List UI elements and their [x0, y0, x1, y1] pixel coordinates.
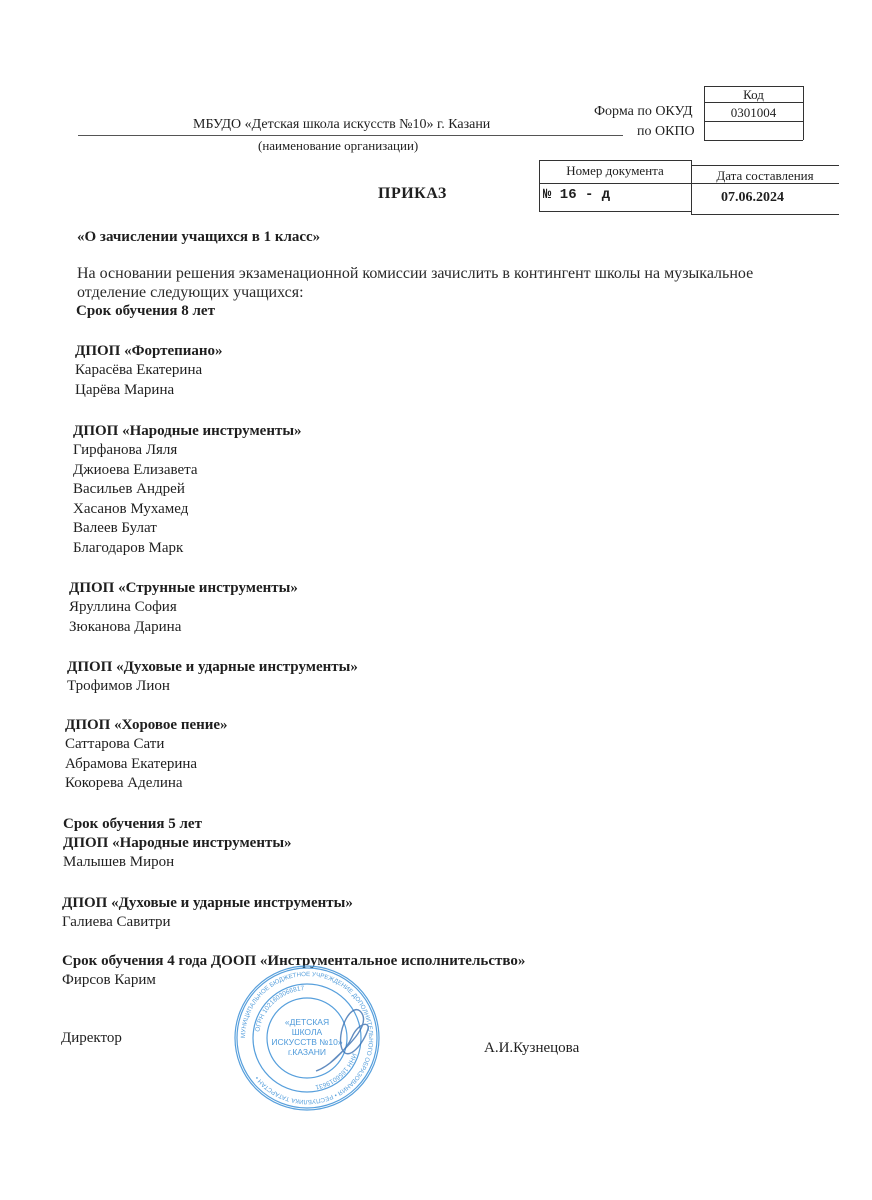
- student-name: Саттарова Сати: [65, 736, 165, 752]
- student-name: Яруллина София: [69, 599, 177, 615]
- order-subject: «О зачислении учащихся в 1 класс»: [77, 229, 321, 245]
- student-name: Джиоева Елизавета: [73, 461, 198, 478]
- official-stamp: [232, 963, 382, 1113]
- group-title: ДПОП «Фортепиано»: [75, 343, 223, 359]
- signature-position: Директор: [61, 1030, 122, 1046]
- term-8-heading: Срок обучения 8 лет: [76, 303, 215, 319]
- kod-header: Код: [743, 87, 764, 102]
- stamp-center-line-1: «ДЕТСКАЯ: [284, 1017, 330, 1027]
- student-name: Благодаров Марк: [73, 539, 184, 556]
- okpo-label: по ОКПО: [637, 124, 695, 139]
- group-wind-percussion: [67, 658, 867, 697]
- group-title: ДПОП «Народные инструменты»: [73, 423, 302, 439]
- okud-label: Форма по ОКУД: [594, 104, 693, 119]
- student-name: Царёва Марина: [75, 381, 175, 398]
- intro-line-1: На основании решения экзаменационной комиссии зачислить в контингент школы на музыкальное: [77, 265, 754, 282]
- stamp-inn: ИНН 1656019631: [314, 1052, 358, 1091]
- student-name: Васильев Андрей: [73, 481, 185, 498]
- group-choral-singing: [65, 716, 865, 794]
- number-value: № 16 - д: [543, 187, 611, 203]
- intro-line-2: отделение следующих учащихся:: [77, 284, 304, 301]
- student-name: Фирсов Карим: [62, 972, 156, 988]
- group-title: ДПОП «Духовые и ударные инструменты»: [62, 895, 353, 911]
- term-5-heading: Срок обучения 5 лет: [63, 816, 202, 832]
- group-fortepiano: [75, 342, 872, 400]
- term-5-section: [63, 815, 863, 873]
- document-title: ПРИКАЗ: [378, 185, 447, 202]
- student-name: Зюканова Дарина: [69, 618, 182, 635]
- stamp-ogrn: ОГРН 1021603066817: [254, 985, 305, 1033]
- student-name: Кокорева Аделина: [65, 775, 183, 792]
- number-header: Номер документа: [566, 163, 664, 178]
- group-title: ДПОП «Народные инструменты»: [63, 835, 292, 851]
- group-title: ДПОП «Духовые и ударные инструменты»: [67, 659, 358, 675]
- group-folk-instruments: [73, 422, 872, 559]
- group-string-instruments: [69, 579, 869, 637]
- student-name: Малышев Мирон: [63, 854, 175, 870]
- group-title: ДПОП «Струнные инструменты»: [69, 580, 298, 596]
- stamp-center-line-4: г.КАЗАНИ: [287, 1047, 327, 1057]
- date-value: 07.06.2024: [721, 190, 784, 205]
- student-name: Трофимов Лион: [67, 678, 170, 694]
- student-name: Гирфанова Ляля: [73, 442, 178, 458]
- student-name: Хасанов Мухамед: [73, 500, 189, 517]
- student-name: Галиева Савитри: [62, 914, 171, 930]
- signature-name: А.И.Кузнецова: [484, 1040, 580, 1056]
- group-title: ДПОП «Хоровое пение»: [65, 717, 228, 733]
- date-header: Дата составления: [716, 168, 814, 183]
- group-wind-percussion-5: [62, 894, 862, 933]
- student-name: Карасёва Екатерина: [75, 362, 203, 378]
- student-name: Валеев Булат: [73, 520, 157, 537]
- organization-name: МБУДО «Детская школа искусств №10» г. Казани: [193, 117, 491, 132]
- term-4-heading: Срок обучения 4 года ДООП «Инструментальное исполнительство»: [62, 953, 526, 969]
- student-name: Абрамова Екатерина: [65, 755, 198, 772]
- okud-value: 0301004: [730, 105, 777, 120]
- stamp-center-line-2: ШКОЛА: [291, 1027, 323, 1037]
- stamp-ring-text: МУНИЦИПАЛЬНОЕ БЮДЖЕТНОЕ УЧРЕЖДЕНИЕ ДОПОЛНИТЕЛЬНОГО ОБРАЗОВАНИЯ • РЕСПУБЛИКА ТАТАРСТАН •: [239, 970, 375, 1106]
- stamp-center-line-3: ИСКУССТВ №10»: [271, 1037, 343, 1047]
- organization-caption: (наименование организации): [258, 138, 419, 153]
- term-4-section: [62, 952, 862, 991]
